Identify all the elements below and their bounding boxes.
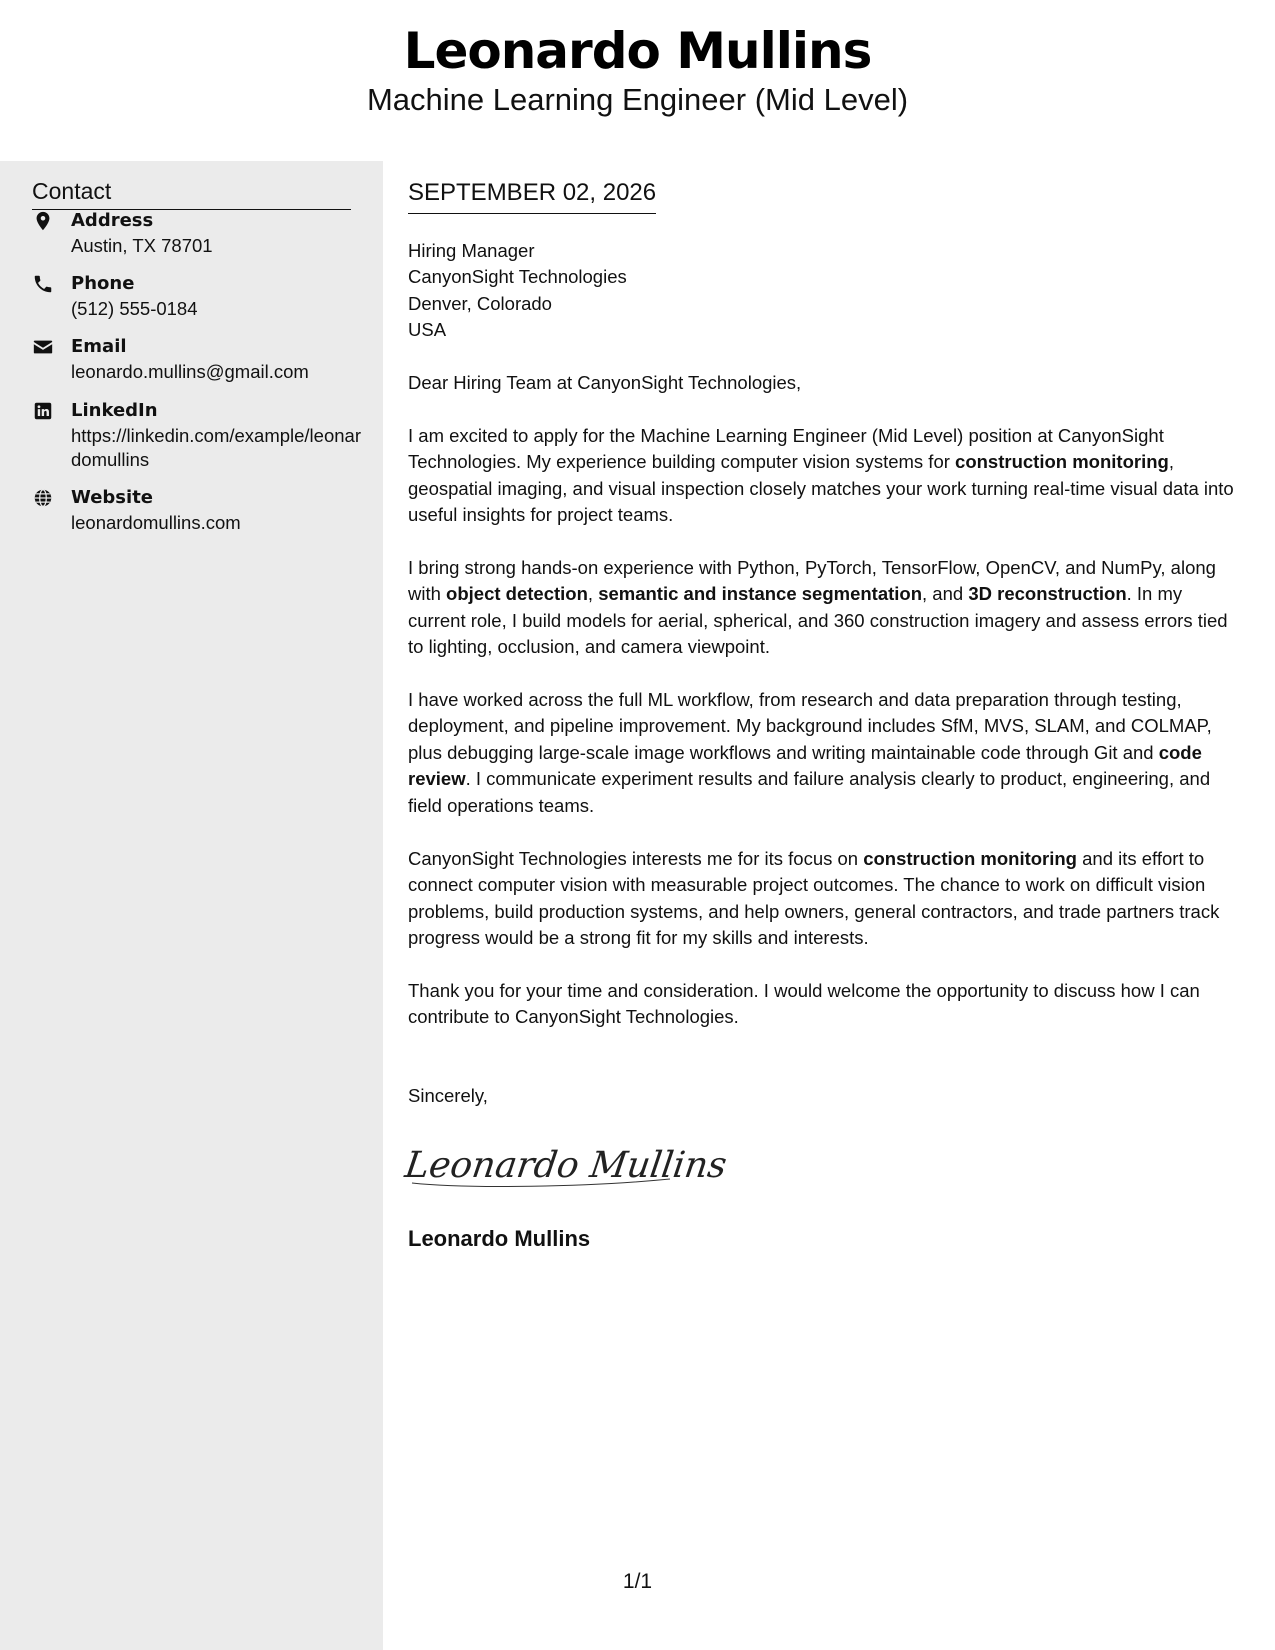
signer-name: Leonardo Mullins	[408, 1226, 591, 1251]
text-run: , and	[922, 583, 969, 605]
text-run: I am excited to apply for the Machine Learning Engineer (Mid Level) position at CanyonSight Technologies. My experience building computer vision systems for	[408, 425, 1164, 473]
text-run: ,	[587, 583, 599, 605]
letter-date: SEPTEMBER 02, 2026	[408, 177, 656, 214]
page-number: 1/1	[622, 1570, 653, 1593]
text-run: Thank you for your time and consideration. I would welcome the opportunity to discuss how I can contribute to CanyonSight Technologies.	[408, 980, 1200, 1028]
contact-label: Website	[71, 487, 154, 508]
applicant-role: Machine Learning Engineer (Mid Level)	[366, 82, 909, 117]
text-run: CanyonSight Technologies interests me for its focus on	[408, 848, 864, 869]
bold-phrase: code review	[408, 741, 1202, 790]
recipient-line: CanyonSight Technologies	[408, 266, 627, 288]
closing: Sincerely,	[408, 1085, 488, 1106]
contact-value: Austin, TX 78701	[71, 235, 213, 256]
text-run: I bring strong hands-on experience with Python, PyTorch, TensorFlow, OpenCV, and NumPy, along with	[408, 557, 1216, 605]
text-run: and its effort to connect computer vision with measurable project outcomes. The chance to work on difficult vision problems, build production systems, and help owners, general contractors, and trade partners track progress would be a strong fit for my skills and interests.	[408, 848, 1220, 949]
contact-label: Email	[71, 336, 127, 357]
body-paragraph	[408, 555, 1238, 661]
applicant-name: Leonardo Mullins	[403, 22, 872, 80]
body-paragraph	[408, 846, 1238, 952]
phone-icon	[32, 273, 54, 295]
recipient-line: Denver, Colorado	[408, 292, 552, 314]
bold-phrase: construction monitoring	[955, 451, 1169, 473]
body-paragraph	[408, 423, 1238, 529]
body-paragraph	[408, 978, 1238, 1031]
recipient-block	[408, 238, 627, 344]
linkedin-link[interactable]: https://linkedin.com/example/leonardomullins	[71, 425, 361, 470]
salutation: Dear Hiring Team at CanyonSight Technologies,	[408, 372, 802, 393]
contact-heading: Contact	[32, 175, 351, 210]
bold-phrase: object detection	[446, 583, 588, 605]
signature-image	[402, 1133, 730, 1193]
text-run: I have worked across the full ML workflow, from research and data preparation through testing, deployment, and pipeline improvement. My background includes SfM, MVS, SLAM, and COLMAP, plus debugging large-scale image workflows and writing maintainable code through Git and	[408, 689, 1212, 763]
linkedin-icon	[32, 400, 54, 422]
signature-text: Leonardo Mullins	[402, 1143, 730, 1186]
email-link[interactable]: leonardo.mullins@gmail.com	[71, 361, 309, 382]
contact-label: Phone	[71, 273, 135, 294]
envelope-icon	[32, 336, 54, 358]
map-pin-icon	[32, 210, 54, 232]
letter-header	[0, 0, 1275, 161]
contact-sidebar	[0, 161, 383, 1650]
bold-phrase: construction monitoring	[863, 848, 1077, 869]
text-run: . I communicate experiment results and failure analysis clearly to product, engineering, and field operations teams.	[408, 768, 1211, 816]
recipient-line: Hiring Manager	[408, 240, 535, 261]
contact-value: (512) 555-0184	[71, 298, 198, 319]
text-run: , geospatial imaging, and visual inspection closely matches your work turning real-time visual data into useful insights for project teams.	[408, 451, 1234, 526]
text-run: . In my current role, I build models for aerial, spherical, and 360 construction imagery and assess errors tied to lighting, occlusion, and camera viewpoint.	[408, 583, 1228, 658]
bold-phrase: semantic and instance segmentation	[598, 583, 923, 605]
body-paragraph	[408, 687, 1238, 819]
bold-phrase: 3D reconstruction	[968, 583, 1127, 605]
website-link[interactable]: leonardomullins.com	[71, 512, 241, 533]
contact-label: Address	[71, 210, 154, 231]
contact-label: LinkedIn	[71, 400, 158, 421]
recipient-line: USA	[408, 319, 447, 341]
globe-icon	[32, 487, 54, 509]
